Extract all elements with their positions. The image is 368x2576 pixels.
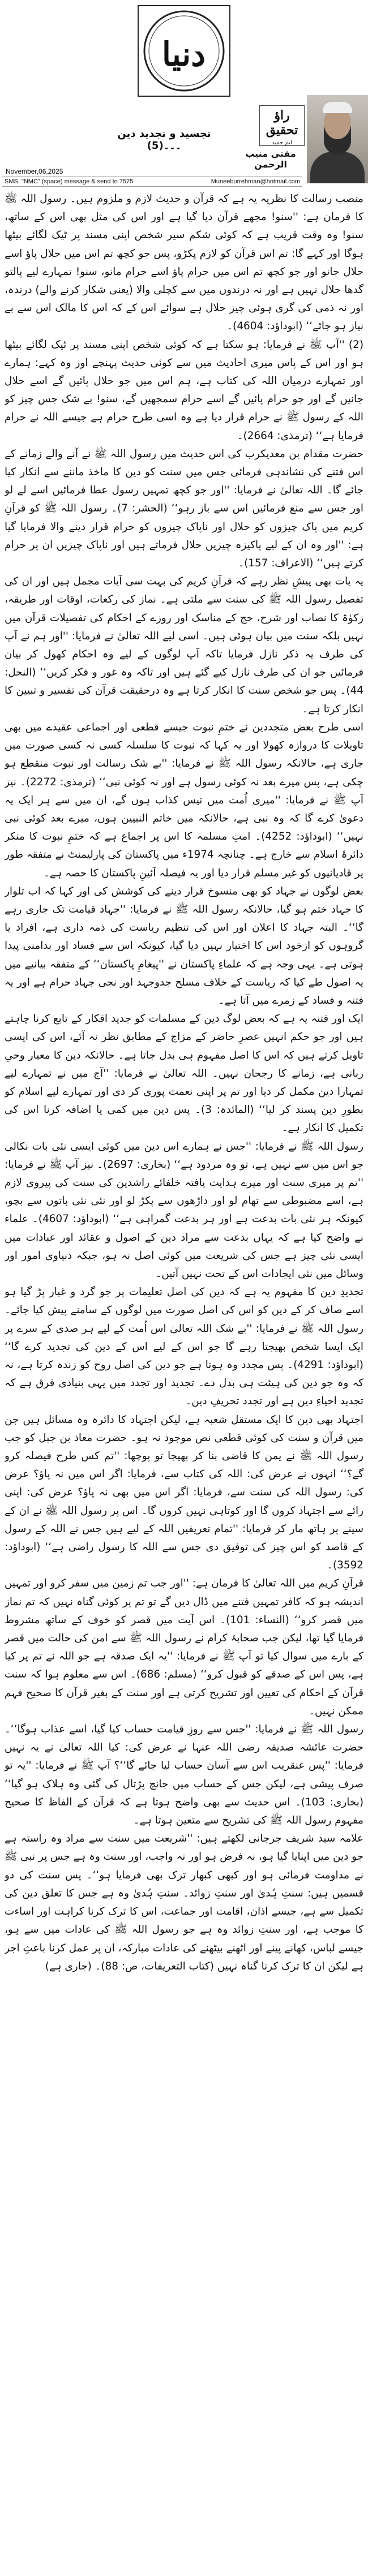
publish-date: November,06,2025 — [6, 167, 63, 175]
column-subtitle: ایم حمید — [272, 140, 292, 146]
contact-bar — [2, 177, 302, 187]
paragraph: رسول اللہ ﷺ نے فرمایا: ''جس سے روزِ قیامت حساب کیا گیا، اسے عذاب ہوگا‘‘۔ حضرت عائشہ صدیقہ رضی اللہ عنہا نے عرض کی: کیا اللہ تعالیٰ نے یہ نہیں فرمایا: ''پس عنقریب اس سے آسان حساب لیا جائے گا‘‘؟ آپ ﷺ نے فرمایا: ''یہ تو صرف پیشی ہے، لیکن جس کے حساب میں جانچ پڑتال کی گئی وہ ہلاک ہو گیا‘‘ (بخاری: 103)۔ اس حدیث سے بھی واضح ہوتا ہے کہ قرآن کے الفاظ کا صحیح مفہوم رسول اللہ ﷺ کی تشریح سے متعین ہوتا ہے۔ — [5, 1723, 363, 1827]
article-headline: تجسید و تجدید دین ۔۔۔(5) — [117, 128, 211, 152]
column-name: راؤ تحقیق — [266, 108, 298, 137]
article-body — [5, 190, 363, 2572]
paragraph: علامہ سید شریف جرجانی لکھتے ہیں: ''شریعت میں سنت سے مراد وہ راستہ ہے جو دین میں اپنایا گیا ہو، نہ فرض ہو اور نہ واجب، اور سنت وہ ہے جس پر نبی ﷺ نے مداومت فرمائی ہو اور کبھی کبھار ترک بھی فرمایا ہو‘‘۔ پس سنت کی دو قسمیں ہیں: سنتِ ہُدیٰ اور سنتِ زوائد۔ سنتِ ہُدیٰ وہ ہے جس کا تعلق دین کی تکمیل سے ہے، جیسے اذان، اقامت اور جماعت، اس کا ترک کرنا کراہت اور اساءت کا موجب ہے، اور سنتِ زوائد وہ ہے جو رسول اللہ ﷺ کی عادات میں سے ہو، جیسے لباس، کھانے پینے اور اٹھنے بیٹھنے کی عادات مبارکہ، ان پر عمل کرنا باعثِ اجر ہے لیکن ان کا ترک کرنا گناہ نہیں (کتاب التعریفات، ص: 88)۔ (جاری ہے) — [5, 1833, 363, 1972]
author-photo — [307, 95, 368, 183]
paragraph: بعض لوگوں نے جہاد کو بھی منسوخ قرار دینے کی کوشش کی اور کہا کہ اب تلوار کا جہاد ختم ہو گیا، حالانکہ رسول اللہ ﷺ نے فرمایا: ''جہاد قیامت تک جاری رہے گا‘‘۔ البتہ جہاد کا اعلان اور اس کی تنظیم ریاست کی ذمہ داری ہے، افراد یا گروہوں کو ازخود اس کا اختیار نہیں دیا گیا، کیونکہ اس سے فساد اور بدامنی پیدا ہوتی ہے۔ یہی وجہ ہے کہ علماءِ پاکستان نے ''پیغامِ پاکستان‘‘ کے متفقہ بیانیے میں یہ اصول طے کیا کہ ریاست کے خلاف مسلح جدوجہد اور نجی جہاد حرام ہے اور یہ فتنہ و فساد کے زمرے میں آتا ہے۔ — [5, 885, 363, 1007]
author-email-link[interactable]: Muneeburrehman@hotmail.com — [211, 178, 300, 185]
paragraph: تجدیدِ دین کا مفہوم یہ ہے کہ دین کی اصل تعلیمات پر جو گرد و غبار پڑ گیا ہو اسے صاف کر کے دین کو اس کی اصل صورت میں لوگوں کے سامنے پیش کیا جائے۔ رسول اللہ ﷺ نے فرمایا: ''بے شک اللہ تعالیٰ اس اُمت کے لیے ہر صدی کے سرے پر ایک ایسا شخص بھیجتا رہے گا جو اس کے لیے اس کے دین کی تجدید کرے گا‘‘ (ابوداؤد: 4291)۔ پس مجدد وہ ہوتا ہے جو دین کی اصل روح کو زندہ کرتا ہے، نہ کہ وہ جو دین کی ہیئت ہی بدل دے۔ تجدید اور تجدد میں یہی بنیادی فرق ہے کہ تجدید احیاءِ دین ہے اور تجدد تحریفِ دین۔ — [5, 1286, 363, 1408]
paragraph: حضرت مقدام بن معدیکرب کی اس حدیث میں رسول اللہ ﷺ نے آنے والے زمانے کے اس فتنے کی نشاندہی فرمائی جس میں سنت کو دین کا ماخذ ماننے سے انکار کیا جائے گا۔ اللہ تعالیٰ نے فرمایا: ''اور جو کچھ تمہیں رسول عطا فرمائیں اسے لے لو اور جس سے منع فرمائیں اس سے باز رہو‘‘ (الحشر: 7)۔ رسول اللہ ﷺ کو قرآنِ کریم میں پاک چیزوں کو حلال اور ناپاک چیزوں کو حرام قرار دینے والا فرمایا گیا ہے: ''اور وہ ان کے لیے پاکیزہ چیزیں حلال فرماتے ہیں اور ناپاک چیزیں ان پر حرام کرتے ہیں‘‘ (الاعراف: 157)۔ — [5, 448, 363, 570]
author-name: مفتی منیب الرحمن — [245, 148, 296, 170]
sms-instructions: SMS: "NMC" (space) message & send to 7575 — [5, 178, 134, 185]
newspaper-name: دنیا — [161, 35, 206, 74]
paragraph: اسی طرح بعض متجددین نے ختمِ نبوت جیسے قطعی اور اجماعی عقیدے میں بھی تاویلات کا دروازہ کھولا اور یہ کہا کہ نبوت کا سلسلہ کسی نہ کسی صورت میں جاری ہے، حالانکہ رسول اللہ ﷺ نے فرمایا: ''بے شک رسالت اور نبوت منقطع ہو چکی ہے، پس میرے بعد نہ کوئی رسول ہے اور نہ کوئی نبی‘‘ (ترمذی: 2272)۔ نیز آپ ﷺ نے فرمایا: ''میری اُمت میں تیس کذاب ہوں گے، ان میں سے ہر ایک یہ دعویٰ کرے گا کہ وہ نبی ہے، حالانکہ میں خاتم النبیین ہوں، میرے بعد کوئی نبی نہیں‘‘ (ابوداؤد: 4252)۔ امتِ مسلمہ کا اس پر اجماع ہے کہ ختمِ نبوت کا منکر دائرۂ اسلام سے خارج ہے۔ چنانچہ 1974ء میں پاکستان کی پارلیمنٹ نے متفقہ طور پر قادیانیوں کو غیر مسلم قرار دیا اور یہ فیصلہ آئینِ پاکستان کا حصہ ہے۔ — [5, 721, 363, 879]
paragraph: رسول اللہ ﷺ نے فرمایا: ''جس نے ہمارے اس دین میں کوئی ایسی نئی بات نکالی جو اس میں سے نہیں ہے، تو وہ مردود ہے‘‘ (بخاری: 2697)۔ نیز آپ ﷺ نے فرمایا: ''تم پر میری سنت اور میرے ہدایت یافتہ خلفائے راشدین کی سنت کی پیروی لازم ہے، اسے مضبوطی سے تھام لو اور داڑھوں سے پکڑ لو اور نئی نئی باتوں سے بچو، کیونکہ ہر نئی بات بدعت ہے اور ہر بدعت گمراہی ہے‘‘ (ابوداؤد: 4607)۔ علماء نے واضح کیا ہے کہ یہاں بدعت سے مراد دین کے اصول و عقائد اور عبادات میں ایسی نئی چیز ہے جس کی شریعت میں کوئی اصل نہ ہو، جبکہ دنیاوی امور اور وسائل میں نئی ایجادات اس کے تحت نہیں آتیں۔ — [5, 1140, 363, 1280]
paragraph: یہ بات بھی پیشِ نظر رہے کہ قرآنِ کریم کی بہت سی آیات مجمل ہیں اور ان کی تفصیل رسول اللہ ﷺ کی سنت سے ملتی ہے۔ نماز کی رکعات، اوقات اور طریقہ، زکوٰۃ کا نصاب اور شرح، حج کے مناسک اور روزے کے احکام کی تفصیلات قرآن میں نہیں بلکہ سنت میں بیان ہوئی ہیں۔ اسی لیے اللہ تعالیٰ نے فرمایا: ''اور ہم نے آپ کی طرف یہ ذکر نازل فرمایا تاکہ آپ لوگوں کے لیے وہ احکام کھول کر بیان فرمائیں جو ان کی طرف نازل کیے گئے ہیں اور تاکہ وہ غور و فکر کریں‘‘ (النحل: 44)۔ پس جو شخص سنت کا انکار کرتا ہے وہ درحقیقت قرآن کی تفسیر و تبیین کا انکار کرتا ہے۔ — [5, 575, 363, 715]
paragraph: اجتہاد بھی دین کا ایک مستقل شعبہ ہے، لیکن اجتہاد کا دائرہ وہ مسائل ہیں جن میں قرآن و سنت کی کوئی قطعی نص موجود نہ ہو۔ حضرت معاذ بن جبل کو جب رسول اللہ ﷺ نے یمن کا قاضی بنا کر بھیجا تو پوچھا: ''تم کس طرح فیصلہ کرو گے؟‘‘ انہوں نے عرض کی: اللہ کی کتاب سے، فرمایا: اگر اس میں نہ پاؤ؟ عرض کی: رسول اللہ کی سنت سے، فرمایا: اگر اس میں بھی نہ پاؤ؟ عرض کی: اپنی رائے سے اجتہاد کروں گا اور کوتاہی نہیں کروں گا۔ اس پر رسول اللہ ﷺ نے ان کے سینے پر ہاتھ مار کر فرمایا: ''تمام تعریفیں اللہ کے لیے ہیں جس نے اللہ کے رسول کے قاصد کو اس چیز کی توفیق دی جس سے اللہ کا رسول راضی ہے‘‘ (ابوداؤد: 3592)۔ — [5, 1413, 363, 1572]
paragraph: ایک اور فتنہ یہ ہے کہ بعض لوگ دین کے مسلمات کو جدید افکار کے تابع کرنا چاہتے ہیں اور جو حکم انہیں عصرِ حاضر کے مزاج کے مطابق نظر نہ آئے، اس کی ایسی تاویل کرتے ہیں کہ اس کا اصل مفہوم ہی بدل جاتا ہے۔ حالانکہ دین کا معیار وحیِ ربانی ہے، زمانے کا رجحان نہیں۔ اللہ تعالیٰ نے فرمایا: ''آج میں نے تمہارے لیے تمہارا دین مکمل کر دیا اور تم پر اپنی نعمت پوری کر دی اور تمہارے لیے اسلام کو بطورِ دین پسند کر لیا‘‘ (المائدہ: 3)۔ پس دین میں کمی یا اضافہ کرنا اس کی تکمیل کا انکار ہے۔ — [5, 1013, 363, 1134]
column-name-box — [259, 105, 305, 146]
paragraph: (2) ''آپ ﷺ نے فرمایا: ہو سکتا ہے کہ کوئی شخص اپنی مسند پر ٹیک لگائے بیٹھا ہو اور اس کے پاس میری احادیث میں سے کوئی حدیث پہنچے اور وہ کہے: ہمارے اور تمہارے درمیان اللہ کی کتاب ہے، ہم اس میں جو حلال پائیں گے اسے حلال جانیں گے اور جو حرام پائیں گے اسے حرام سمجھیں گے، سنو! بے شک جس چیز کو اللہ کے رسول ﷺ نے حرام قرار دیا ہے وہ اسی طرح حرام ہے جیسے اللہ نے حرام فرمایا ہے‘‘ (ترمذی: 2664)۔ — [5, 338, 363, 442]
paragraph: قرآنِ کریم میں اللہ تعالیٰ کا فرمان ہے: ''اور جب تم زمین میں سفر کرو اور تمہیں اندیشہ ہو کہ کافر تمہیں فتنے میں ڈال دیں گے تو تم پر کوئی گناہ نہیں کہ تم نماز میں قصر کرو‘‘ (النساء: 101)۔ اس آیت میں قصر کو خوف کے ساتھ مشروط فرمایا گیا تھا، لیکن جب صحابۂ کرام نے رسول اللہ ﷺ سے امن کی حالت میں قصر کے بارے میں سوال کیا تو آپ ﷺ نے فرمایا: ''یہ ایک صدقہ ہے جو اللہ نے تم پر کیا ہے، پس اس کے صدقے کو قبول کرو‘‘ (مسلم: 686)۔ اس سے معلوم ہوا کہ سنت قرآن کے احکام کی تعیین اور تشریح کرتی ہے اور سنت کے بغیر قرآن کا صحیح فہم ممکن نہیں۔ — [5, 1577, 363, 1717]
newspaper-logo — [134, 2, 233, 100]
paragraph: منصب رسالت کا نظریہ یہ ہے کہ قرآن و حدیث لازم و ملزوم ہیں۔ رسول اللہ ﷺ کا فرمان ہے: ''سنو! مجھے قرآن دیا گیا ہے اور اس کی مثل بھی اس کے ساتھ، سنو! وہ وقت قریب ہے کہ کوئی شکم سیر شخص اپنی مسند پر ٹیک لگائے بیٹھا ہوگا اور کہے گا: تم اس قرآن کو لازم پکڑو، پس جو کچھ تم اس میں حلال پاؤ اسے حلال جانو اور جو کچھ تم اس میں حرام پاؤ اسے حرام مانو، سنو! تمہارے لیے پالتو گدھا حلال نہیں ہے اور نہ درندوں میں سے کچلی والا (یعنی شکار کرنے والے) درندہ، اور نہ ذمی کی گری ہوئی چیز حلال ہے سوائے اس کے کہ اس کا مالک اس سے بے نیاز ہو جائے‘‘ (ابوداؤد: 4604)۔ — [5, 193, 363, 333]
